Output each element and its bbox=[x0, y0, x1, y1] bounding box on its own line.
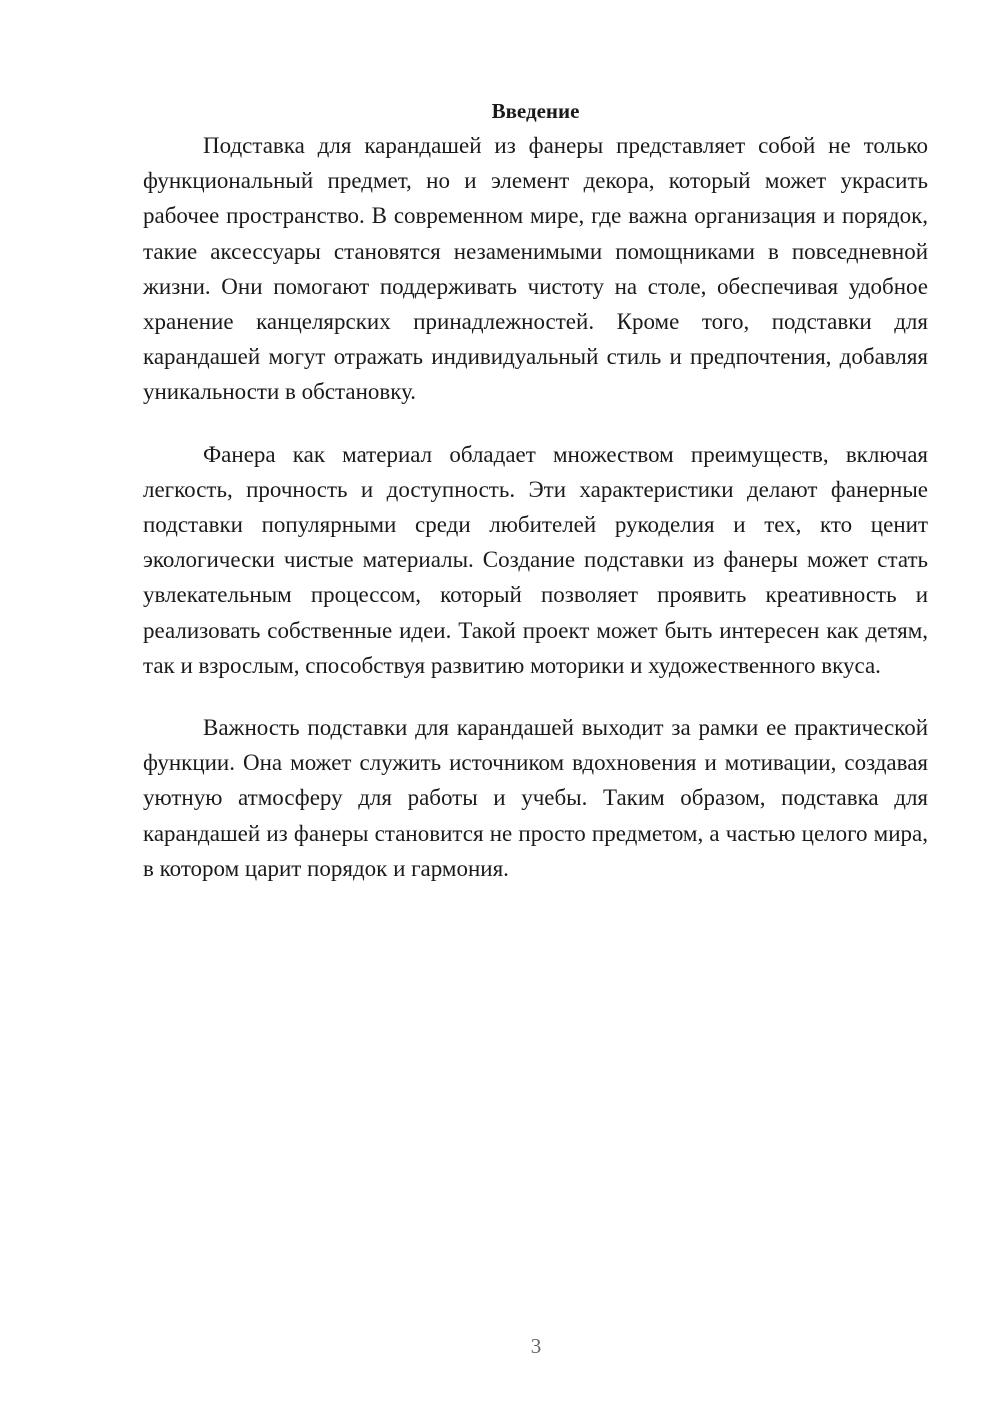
section-heading: Введение bbox=[491, 99, 580, 123]
paragraph-3: Важность подставки для карандашей выходит за рамки ее практической функции. Она может служить источником вдохновения и мотивации, создавая уютную атмосферу для работы и учебы. Таким образом, подставка для карандашей из фанеры становится не просто предметом, а частью целого мира, в котором царит порядок и гармония. bbox=[143, 715, 928, 881]
page-number: 3 bbox=[530, 1334, 542, 1358]
paragraph-2: Фанера как материал обладает множеством преимуществ, включая легкость, прочность и доступность. Эти характеристики делают фанерные подставки популярными среди любителей рукоделия и тех, кто ценит экологически чистые материалы. Создание подставки из фанеры может стать увлекательным процессом, который позволяет проявить креативность и реализовать собственные идеи. Такой проект может быть интересен как детям, так и взрослым, способствуя развитию моторики и художественного вкуса. bbox=[143, 441, 928, 678]
paragraph-1: Подставка для карандашей из фанеры представляет собой не только функциональный предмет, но и элемент декора, который может украсить рабочее пространство. В современном мире, где важна организация и порядок, такие аксессуары становятся незаменимыми помощниками в повседневной жизни. Они помогают поддерживать чистоту на столе, обеспечивая удобное хранение канцелярских принадлежностей. Кроме того, подставки для карандашей могут отражать индивидуальный стиль и предпочтения, добавляя уникальности в обстановку. bbox=[143, 133, 928, 405]
page-content bbox=[143, 96, 928, 913]
